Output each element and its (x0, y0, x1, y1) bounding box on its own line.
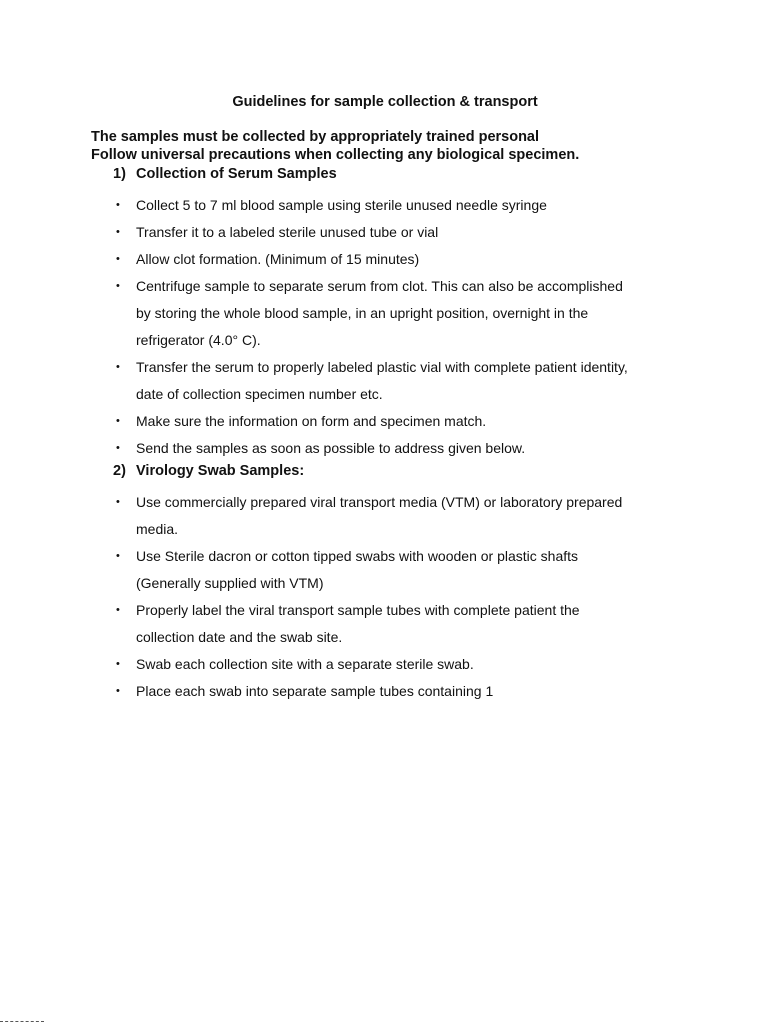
bullet-icon: • (116, 415, 120, 427)
list-item-text: Use Sterile dacron or cotton tipped swabs with wooden or plastic shafts (136, 548, 579, 564)
list-item (0, 354, 676, 408)
section-number: 2) (113, 463, 126, 479)
list-item (0, 192, 676, 219)
list-item-text: by storing the whole blood sample, in an upright position, overnight in the (136, 305, 589, 321)
section-heading-serum (0, 165, 770, 183)
intro-line: Follow universal precautions when collecting any biological specimen. (91, 147, 580, 163)
bullet-icon: • (116, 685, 120, 697)
document-body (0, 165, 770, 705)
list-item (0, 651, 676, 678)
list-item-text: Make sure the information on form and specimen match. (136, 413, 487, 429)
bullet-icon: • (116, 604, 120, 616)
intro-line: The samples must be collected by appropriately trained personal (91, 129, 540, 145)
bullet-icon: • (116, 253, 120, 265)
list-item (0, 597, 676, 651)
bullet-icon: • (116, 226, 120, 238)
bullet-icon: • (116, 550, 120, 562)
list-item (0, 408, 676, 435)
list-item (0, 543, 676, 597)
bullet-icon: • (116, 361, 120, 373)
document-title: Guidelines for sample collection & transport (232, 94, 538, 110)
footer-rule (0, 1021, 44, 1022)
bullet-icon: • (116, 496, 120, 508)
bullet-icon: • (116, 658, 120, 670)
list-item-text: Collect 5 to 7 ml blood sample using sterile unused needle syringe (136, 197, 547, 213)
list-item (0, 273, 676, 354)
list-item-text: Swab each collection site with a separate sterile swab. (136, 656, 474, 672)
bullet-icon: • (116, 280, 120, 292)
list-item-text: collection date and the swab site. (136, 629, 343, 645)
list-item-text: Transfer the serum to properly labeled plastic vial with complete patient identity, (136, 359, 628, 375)
list-item (0, 246, 676, 273)
list-item-text: Send the samples as soon as possible to address given below. (136, 440, 526, 456)
list-item-text: Allow clot formation. (Minimum of 15 minutes) (136, 251, 420, 267)
list-item (0, 219, 676, 246)
section-number: 1) (113, 166, 126, 182)
list-item-text: Properly label the viral transport sample tubes with complete patient the (136, 602, 580, 618)
list-item-text: Transfer it to a labeled sterile unused tube or vial (136, 224, 439, 240)
section-heading-swab (0, 462, 770, 480)
intro-block (91, 128, 579, 164)
list-item-text: (Generally supplied with VTM) (136, 575, 324, 591)
list-item-text: date of collection specimen number etc. (136, 386, 383, 402)
list-item-text: Use commercially prepared viral transport media (VTM) or laboratory prepared (136, 494, 623, 510)
list-item (0, 489, 676, 543)
list-item-text: Place each swab into separate sample tubes containing 1 (136, 683, 494, 699)
list-item-text: Centrifuge sample to separate serum from clot. This can also be accomplished (136, 278, 623, 294)
swab-steps-list (0, 489, 770, 705)
list-item-text: media. (136, 521, 179, 537)
list-item (0, 435, 676, 462)
list-item (0, 678, 676, 705)
section-title: Collection of Serum Samples (136, 166, 337, 182)
bullet-icon: • (116, 199, 120, 211)
section-title: Virology Swab Samples: (136, 463, 305, 479)
serum-steps-list (0, 192, 770, 462)
bullet-icon: • (116, 442, 120, 454)
list-item-text: refrigerator (4.0° C). (136, 332, 261, 348)
